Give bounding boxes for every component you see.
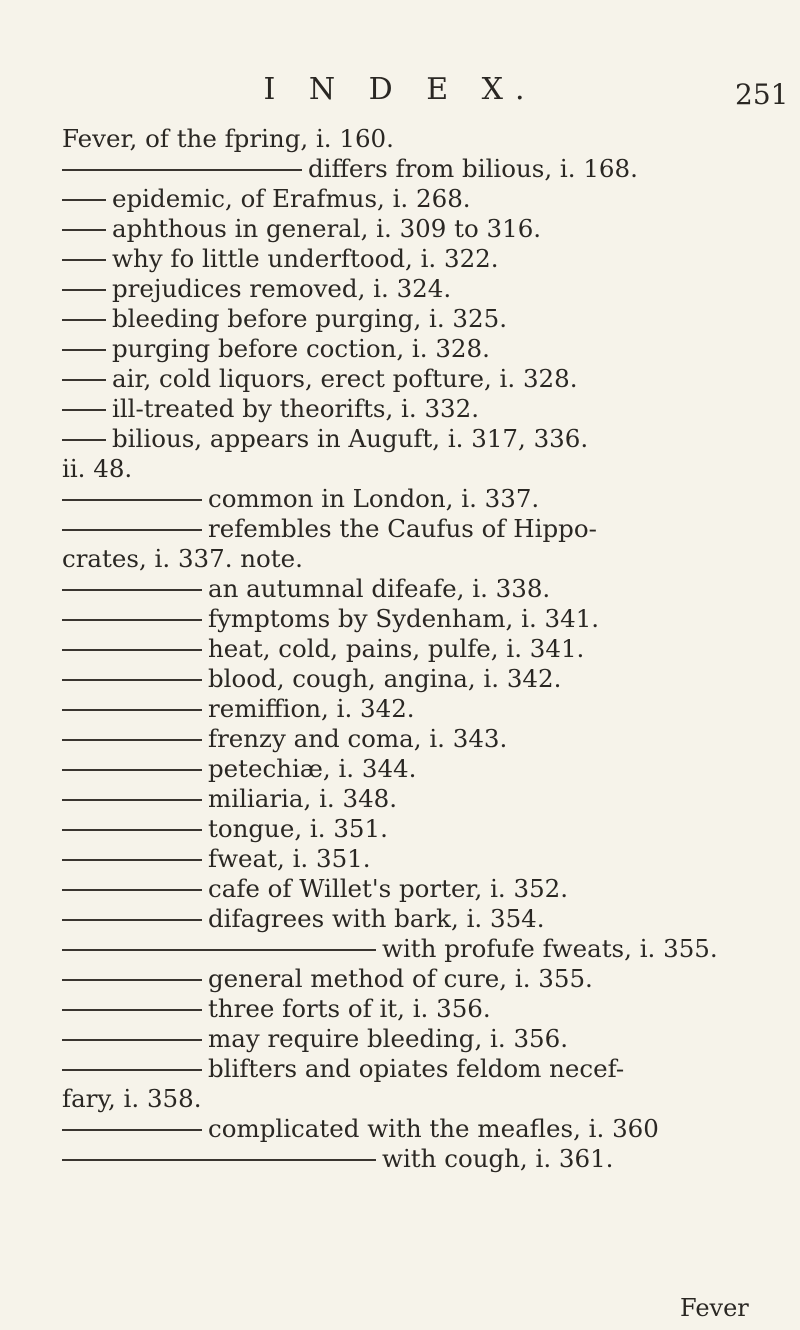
ditto-dash — [62, 229, 106, 231]
index-entry — [62, 394, 762, 424]
ditto-dash — [62, 1159, 376, 1161]
catchword: Fever — [680, 1294, 749, 1322]
ditto-dash — [62, 619, 202, 621]
index-entry — [62, 364, 762, 394]
ditto-dash — [62, 499, 202, 501]
entry-text: general method of cure, i. 355. — [208, 964, 593, 993]
ditto-dash — [62, 199, 106, 201]
index-entry — [62, 454, 762, 484]
entry-text: blood, cough, angina, i. 342. — [208, 664, 562, 693]
ditto-dash — [62, 769, 202, 771]
entry-text: bleeding before purging, i. 325. — [112, 304, 507, 333]
ditto-dash — [62, 349, 106, 351]
ditto-dash — [62, 709, 202, 711]
running-head: I N D E X. — [263, 72, 537, 107]
entry-text: an autumnal difeafe, i. 338. — [208, 574, 551, 603]
entry-text: may require bleeding, i. 356. — [208, 1024, 569, 1053]
index-entry — [62, 604, 762, 634]
ditto-dash — [62, 979, 202, 981]
ditto-dash — [62, 1069, 202, 1071]
index-entry — [62, 724, 762, 754]
ditto-dash — [62, 439, 106, 441]
entry-text: why fo little underftood, i. 322. — [112, 244, 499, 273]
ditto-dash — [62, 379, 106, 381]
entry-text: prejudices removed, i. 324. — [112, 274, 452, 303]
entry-text: bilious, appears in Auguft, i. 317, 336. — [112, 424, 589, 453]
index-entry — [62, 184, 762, 214]
index-entry — [62, 1024, 762, 1054]
entry-text: purging before coction, i. 328. — [112, 334, 490, 363]
ditto-dash — [62, 319, 106, 321]
entry-text: refembles the Caufus of Hippo- — [208, 514, 597, 543]
entry-text: complicated with the meafles, i. 360 — [208, 1114, 659, 1143]
index-entry — [62, 994, 762, 1024]
ditto-dash — [62, 739, 202, 741]
ditto-dash — [62, 649, 202, 651]
index-entries — [62, 124, 762, 1174]
index-entry — [62, 664, 762, 694]
index-entry — [62, 1144, 762, 1174]
entry-text: aphthous in general, i. 309 to 316. — [112, 214, 542, 243]
ditto-dash — [62, 169, 302, 171]
ditto-dash — [62, 919, 202, 921]
entry-text: tongue, i. 351. — [208, 814, 388, 843]
ditto-dash — [62, 529, 202, 531]
entry-text: fymptoms by Sydenham, i. 341. — [208, 604, 600, 633]
index-entry — [62, 1084, 762, 1114]
entry-text: miliaria, i. 348. — [208, 784, 398, 813]
index-entry — [62, 634, 762, 664]
index-entry — [62, 334, 762, 364]
index-entry — [62, 754, 762, 784]
entry-text: fary, i. 358. — [62, 1084, 202, 1113]
ditto-dash — [62, 589, 202, 591]
index-entry — [62, 124, 762, 154]
entry-text: differs from bilious, i. 168. — [308, 154, 638, 183]
entry-text: common in London, i. 337. — [208, 484, 540, 513]
entry-text: cafe of Willet's porter, i. 352. — [208, 874, 569, 903]
index-entry — [62, 424, 762, 454]
index-entry — [62, 544, 762, 574]
ditto-dash — [62, 1009, 202, 1011]
entry-text: Fever, of the fpring, i. 160. — [62, 124, 394, 153]
index-entry — [62, 844, 762, 874]
ditto-dash — [62, 829, 202, 831]
index-entry — [62, 214, 762, 244]
ditto-dash — [62, 859, 202, 861]
entry-text: with profufe fweats, i. 355. — [382, 934, 718, 963]
entry-text: ii. 48. — [62, 454, 133, 483]
index-entry — [62, 784, 762, 814]
ditto-dash — [62, 889, 202, 891]
page-number: 251 — [735, 78, 789, 111]
index-entry — [62, 274, 762, 304]
entry-text: fweat, i. 351. — [208, 844, 371, 873]
entry-text: blifters and opiates feldom necef- — [208, 1054, 625, 1083]
entry-text: three forts of it, i. 356. — [208, 994, 491, 1023]
index-entry — [62, 874, 762, 904]
ditto-dash — [62, 409, 106, 411]
ditto-dash — [62, 1129, 202, 1131]
entry-text: with cough, i. 361. — [382, 1144, 614, 1173]
entry-text: ill-treated by theorifts, i. 332. — [112, 394, 480, 423]
entry-text: crates, i. 337. note. — [62, 544, 303, 573]
index-entry — [62, 694, 762, 724]
entry-text: difagrees with bark, i. 354. — [208, 904, 545, 933]
index-entry — [62, 1114, 762, 1144]
entry-text: frenzy and coma, i. 343. — [208, 724, 508, 753]
entry-text: heat, cold, pains, pulfe, i. 341. — [208, 634, 585, 663]
ditto-dash — [62, 799, 202, 801]
index-entry — [62, 1054, 762, 1084]
index-entry — [62, 154, 762, 184]
entry-text: air, cold liquors, erect pofture, i. 328. — [112, 364, 578, 393]
index-entry — [62, 304, 762, 334]
index-entry — [62, 514, 762, 544]
ditto-dash — [62, 1039, 202, 1041]
index-entry — [62, 574, 762, 604]
entry-text: petechiæ, i. 344. — [208, 754, 417, 783]
index-entry — [62, 934, 762, 964]
ditto-dash — [62, 259, 106, 261]
index-entry — [62, 484, 762, 514]
index-entry — [62, 904, 762, 934]
index-entry — [62, 244, 762, 274]
index-entry — [62, 814, 762, 844]
ditto-dash — [62, 679, 202, 681]
index-entry — [62, 964, 762, 994]
entry-text: epidemic, of Erafmus, i. 268. — [112, 184, 471, 213]
ditto-dash — [62, 949, 376, 951]
ditto-dash — [62, 289, 106, 291]
entry-text: remiffion, i. 342. — [208, 694, 415, 723]
